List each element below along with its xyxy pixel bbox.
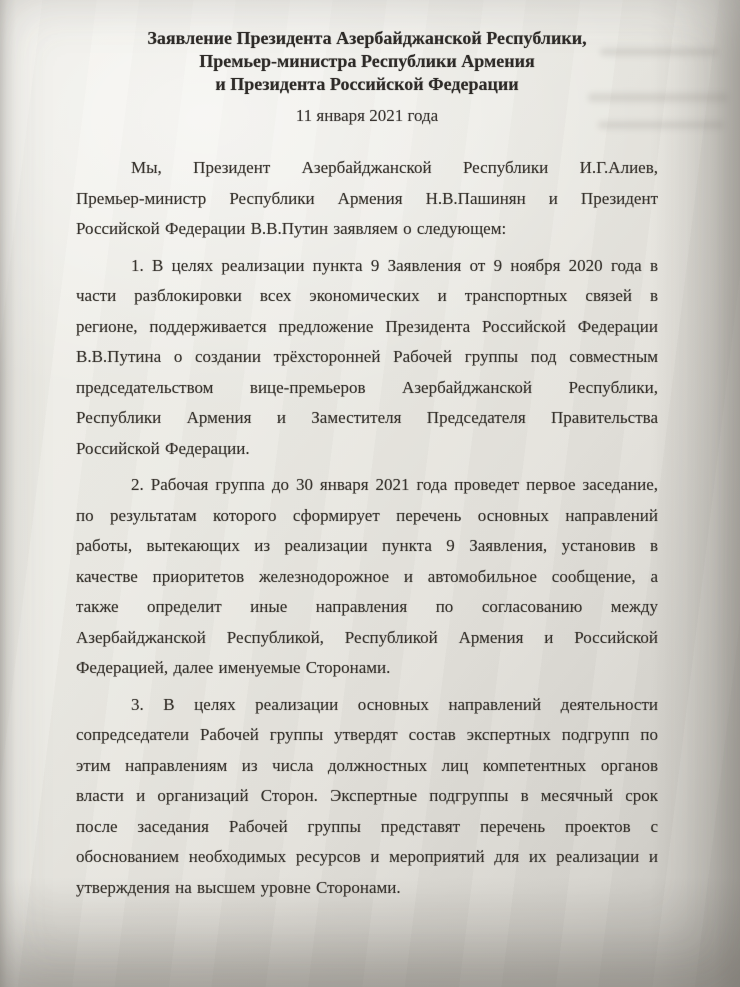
text-line: обоснованием необходимых ресурсов и мероприятий для их реализации и [76,847,658,866]
text-line: сопредседатели Рабочей группы утвердят состав экспертных подгрупп по [76,725,658,744]
text-line: председательством вице-премьеров Азербайджанской Республики, [76,377,658,397]
text-line: Российской Федерации В.В.Путин заявляем о следующем: [76,219,507,238]
text-line: Федерацией, далее именуемые Сторонами. [76,658,391,677]
title-line: и Президента Российской Федерации [215,74,519,94]
text-line: этим направлениям из числа должностных лиц компетентных органов [76,755,658,775]
text-line: В.В.Путина о создании трёхсторонней Рабочей группы под совместным [76,347,658,366]
text-line: 3. В целях реализации основных направлений деятельности [131,694,658,714]
text-line: власти и организаций Сторон. Экспертные подгруппы в месячный срок [76,786,658,805]
text-line: Азербайджанской Республикой, Республикой Армения и Российской [76,627,658,647]
text-line: части разблокировки всех экономических и транспортных связей в [76,286,658,305]
text-line: 1. В целях реализации пункта 9 Заявления от 9 ноября 2020 года в [131,255,658,275]
paragraph [76,690,658,904]
title-line: Премьер-министра Республики Армения [199,51,535,71]
document-body [76,153,658,903]
text-line: Мы, Президент Азербайджанской Республики И.Г.Алиев, [131,158,658,177]
paragraph [76,251,658,465]
text-line: качестве приоритетов железнодорожное и автомобильное сообщение, а [76,566,658,586]
text-line: Российской Федерации. [76,438,250,458]
text-line: регионе, поддерживается предложение Президента Российской Федерации [76,316,658,336]
text-line: Республики Армения и Заместителя Председателя Правительства [76,408,658,427]
text-line: Премьер-министр Республики Армения Н.В.Пашинян и Президент [76,188,658,208]
paragraph [76,470,658,684]
document-title [76,27,658,96]
paragraph [76,153,658,245]
document-date: 11 января 2021 года [295,106,439,125]
text-line: работы, вытекающих из реализации пункта 9 Заявления, установив в [76,536,658,555]
document [76,27,658,909]
text-line: после заседания Рабочей группы представят перечень проектов с [76,816,658,836]
text-line: также определит иные направления по согласованию между [76,597,658,616]
text-line: 2. Рабочая группа до 30 января 2021 года проведет первое заседание, [131,475,658,494]
text-line: по результатам которого сформирует перечень основных направлений [76,505,658,525]
text-line: утверждения на высшем уровне Сторонами. [76,877,401,897]
title-line: Заявление Президента Азербайджанской Республики, [147,28,587,48]
